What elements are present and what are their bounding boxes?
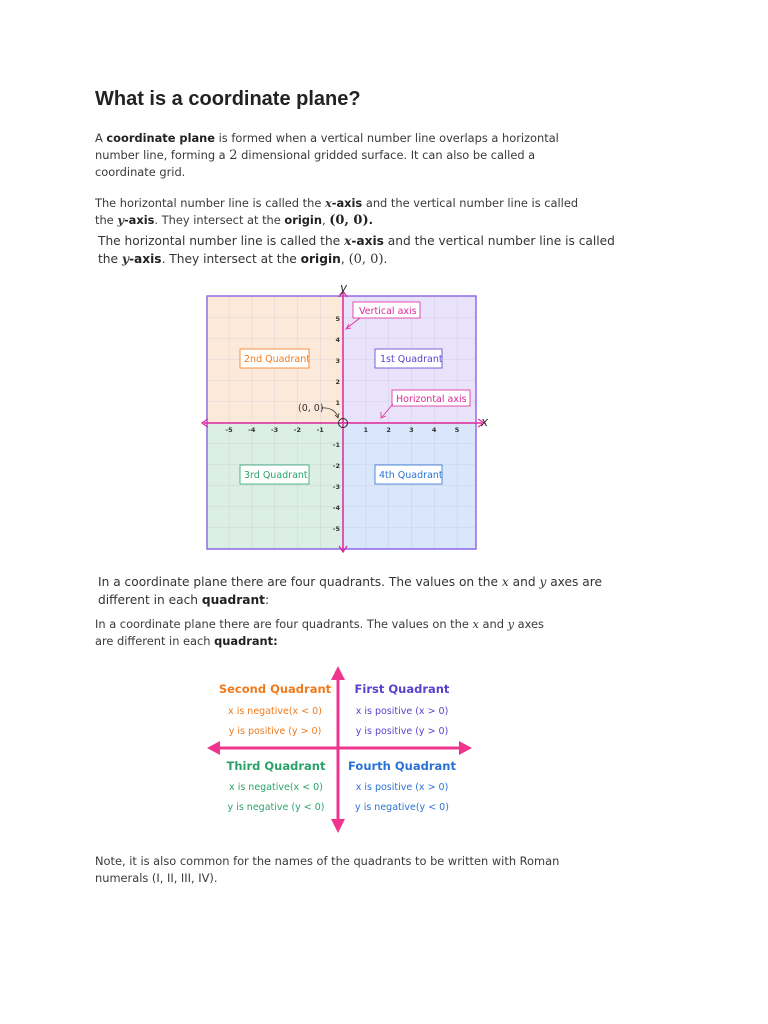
fourth-quadrant-x-rule: x is positive (x > 0) [355, 782, 449, 793]
x-tick-label: -3 [270, 426, 279, 434]
coordinate-plane-term: coordinate plane [106, 131, 216, 145]
fourth-quadrant-title: Fourth Quadrant [348, 759, 456, 773]
x-tick-label: -4 [248, 426, 256, 434]
x-tick-label: -5 [225, 426, 233, 434]
x-tick-label: -2 [293, 426, 302, 434]
quadrants-paragraph: In a coordinate plane there are four quadrants. The values on the x and y axes are different in each quadrant: [98, 575, 602, 607]
x-tick-label: 2 [386, 426, 391, 434]
y-tick-label: -2 [332, 462, 340, 470]
origin-label: (0, 0) [298, 403, 324, 414]
page-title: What is a coordinate plane? [95, 88, 361, 110]
y-tick-label: 2 [335, 378, 340, 386]
svg-text:4th Quadrant: 4th Quadrant [379, 470, 443, 481]
y-tick-label: -5 [332, 525, 340, 533]
y-tick-label: 5 [335, 315, 340, 323]
third-quadrant-title: Third Quadrant [226, 759, 326, 773]
first-quadrant-y-rule: y is positive (y > 0) [355, 726, 449, 737]
y-tick-label: 3 [335, 357, 340, 365]
axes-paragraph: The horizontal number line is called the x-axis and the vertical number line is called the y-axis. They intersect at the origin, (0, 0). [95, 196, 579, 228]
third-quadrant-x-rule: x is negative(x < 0) [229, 782, 323, 793]
x-tick-label: 4 [431, 426, 437, 434]
y-tick-label: -3 [332, 483, 340, 491]
second-quadrant-title: Second Quadrant [218, 682, 332, 696]
intro-paragraph: A coordinate plane is formed when a vertical number line overlaps a horizontal number line, forming a 2 dimensional gridded surface. It can also be called a coordinate grid. [95, 131, 559, 179]
y-tick-label: 1 [335, 399, 340, 407]
svg-text:2nd Quadrant: 2nd Quadrant [244, 354, 310, 365]
note-paragraph: Note, it is also common for the names of the quadrants to be written with Roman numerals (I, II, III, IV). [95, 854, 560, 885]
first-quadrant-x-rule: x is positive (x > 0) [355, 706, 449, 717]
svg-text:Horizontal axis: Horizontal axis [396, 394, 467, 405]
y-tick-label: -4 [332, 504, 340, 512]
x-tick-label: 5 [454, 426, 460, 434]
axes-paragraph-repeat: The horizontal number line is called the x-axis and the vertical number line is called the y-axis. They intersect at the origin, (0, 0). [98, 234, 615, 267]
second-quadrant-y-rule: y is positive (y > 0) [228, 726, 322, 737]
svg-text:1st Quadrant: 1st Quadrant [380, 354, 443, 365]
x-tick-label: 1 [363, 426, 369, 434]
fourth-quadrant-y-rule: y is negative(y < 0) [355, 802, 449, 813]
x-tick-label: -1 [316, 426, 324, 434]
x-tick-label: 3 [409, 426, 414, 434]
svg-text:3rd Quadrant: 3rd Quadrant [244, 470, 308, 481]
y-tick-label: -1 [332, 441, 340, 449]
y-axis-label: y [340, 281, 348, 295]
third-quadrant-y-rule: y is negative (y < 0) [227, 802, 325, 813]
svg-text:Vertical axis: Vertical axis [359, 306, 417, 317]
second-quadrant-x-rule: x is negative(x < 0) [228, 706, 322, 717]
first-quadrant-title: First Quadrant [354, 682, 450, 696]
x-axis-label: x [481, 415, 489, 429]
quadrants-paragraph-repeat: In a coordinate plane there are four quadrants. The values on the x and y axes are different in each quadrant: [95, 617, 544, 648]
y-tick-label: 4 [335, 336, 340, 344]
